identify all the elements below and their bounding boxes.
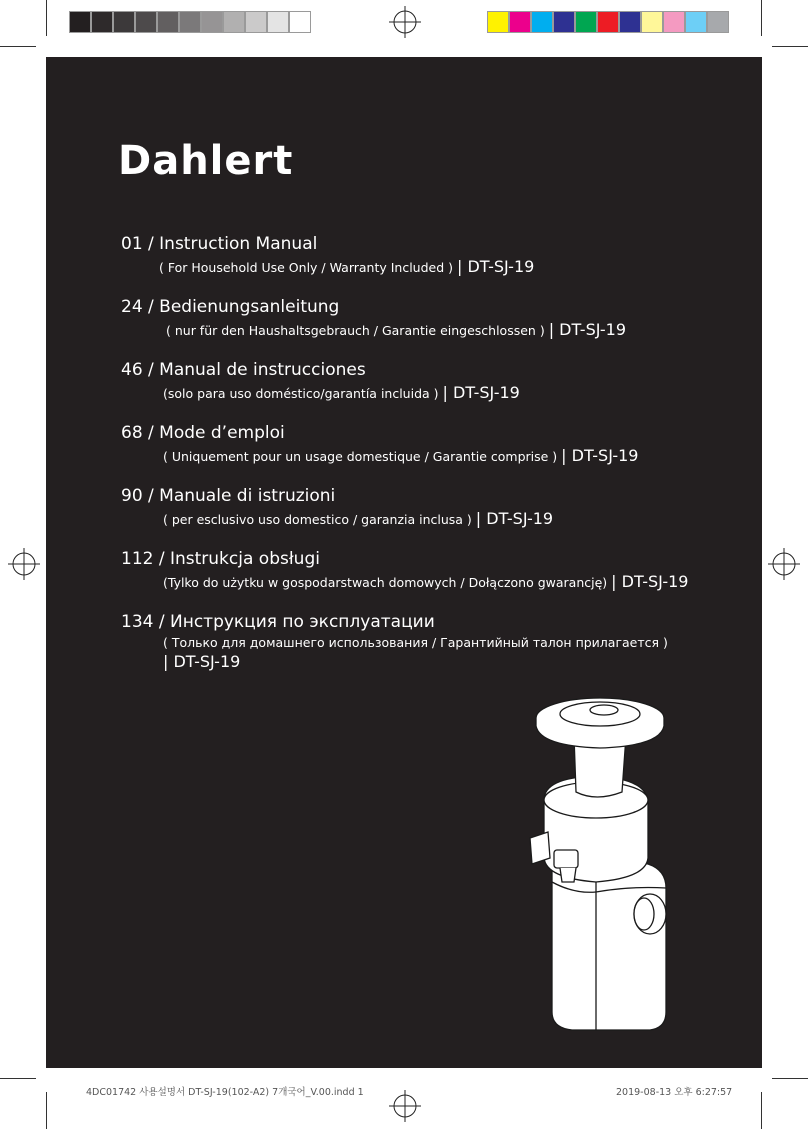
section-subtitle: ( For Household Use Only / Warranty Included ) — [159, 260, 454, 275]
model-number: | DT-SJ-19 — [548, 320, 626, 339]
registration-mark-icon — [8, 548, 40, 580]
gray-swatch — [69, 11, 91, 33]
color-swatch — [509, 11, 531, 33]
model-number: | DT-SJ-19 — [561, 446, 639, 465]
section-italian — [121, 486, 553, 528]
section-title: 01 / Instruction Manual — [121, 234, 318, 254]
crop-mark — [761, 0, 762, 36]
section-polish — [121, 549, 688, 591]
crop-mark — [0, 46, 36, 47]
print-timestamp: 2019-08-13 오후 6:27:57 — [616, 1087, 733, 1098]
section-title: 112 / Instrukcja obsługi — [121, 549, 320, 569]
section-subtitle: ( per esclusivo uso domestico / garanzia inclusa ) — [163, 512, 472, 527]
section-german — [121, 297, 626, 339]
color-swatch — [575, 11, 597, 33]
color-swatch — [641, 11, 663, 33]
crop-mark — [46, 0, 47, 36]
model-number: | DT-SJ-19 — [163, 652, 241, 671]
gray-swatch — [91, 11, 113, 33]
section-russian — [121, 612, 668, 671]
section-subtitle: (Tylko do użytku w gospodarstwach domowych / Dołączono gwarancję) — [163, 575, 608, 590]
color-calibration-bar — [487, 11, 729, 34]
section-title: 24 / Bedienungsanleitung — [121, 297, 340, 317]
grayscale-calibration-bar — [69, 11, 311, 34]
brand-logo: Dahlert — [118, 138, 294, 184]
crop-mark — [46, 1092, 47, 1129]
gray-swatch — [289, 11, 311, 33]
section-title: 134 / Инструкция по эксплуатации — [121, 612, 435, 632]
registration-mark-icon — [389, 1090, 421, 1122]
crop-mark — [772, 1078, 808, 1079]
section-title: 90 / Manuale di istruzioni — [121, 486, 336, 506]
color-swatch — [531, 11, 553, 33]
color-swatch — [553, 11, 575, 33]
section-subtitle: (solo para uso doméstico/garantía incluida ) — [163, 386, 439, 401]
section-subtitle: ( nur für den Haushaltsgebrauch / Garantie eingeschlossen ) — [166, 323, 545, 338]
section-title: 68 / Mode d’emploi — [121, 423, 285, 443]
section-spanish — [121, 360, 520, 402]
gray-swatch — [157, 11, 179, 33]
model-number: | DT-SJ-19 — [475, 509, 554, 528]
slow-juicer-illustration — [500, 682, 710, 1042]
crop-mark — [772, 46, 808, 47]
section-french — [121, 423, 638, 465]
color-swatch — [663, 11, 685, 33]
section-english — [121, 234, 534, 276]
color-swatch — [597, 11, 619, 33]
gray-swatch — [179, 11, 201, 33]
color-swatch — [707, 11, 729, 33]
model-number: | DT-SJ-19 — [611, 572, 689, 591]
crop-mark — [0, 1078, 36, 1079]
model-number: | DT-SJ-19 — [442, 383, 520, 402]
gray-swatch — [201, 11, 223, 33]
gray-swatch — [223, 11, 245, 33]
gray-swatch — [135, 11, 157, 33]
registration-mark-icon — [389, 6, 421, 38]
crop-mark — [761, 1092, 762, 1129]
print-file-info: 4DC01742 사용설명서 DT-SJ-19(102-A2) 7개국어_V.00.indd 1 — [86, 1087, 364, 1098]
gray-swatch — [113, 11, 135, 33]
section-subtitle: ( Uniquement pour un usage domestique / Garantie comprise ) — [163, 449, 558, 464]
color-swatch — [619, 11, 641, 33]
registration-mark-icon — [768, 548, 800, 580]
section-title: 46 / Manual de instrucciones — [121, 360, 366, 380]
gray-swatch — [245, 11, 267, 33]
section-subtitle: ( Только для домашнего использования / Гарантийный талон прилагается ) — [163, 635, 668, 650]
color-swatch — [685, 11, 707, 33]
model-number: | DT-SJ-19 — [457, 257, 535, 276]
gray-swatch — [267, 11, 289, 33]
color-swatch — [487, 11, 509, 33]
